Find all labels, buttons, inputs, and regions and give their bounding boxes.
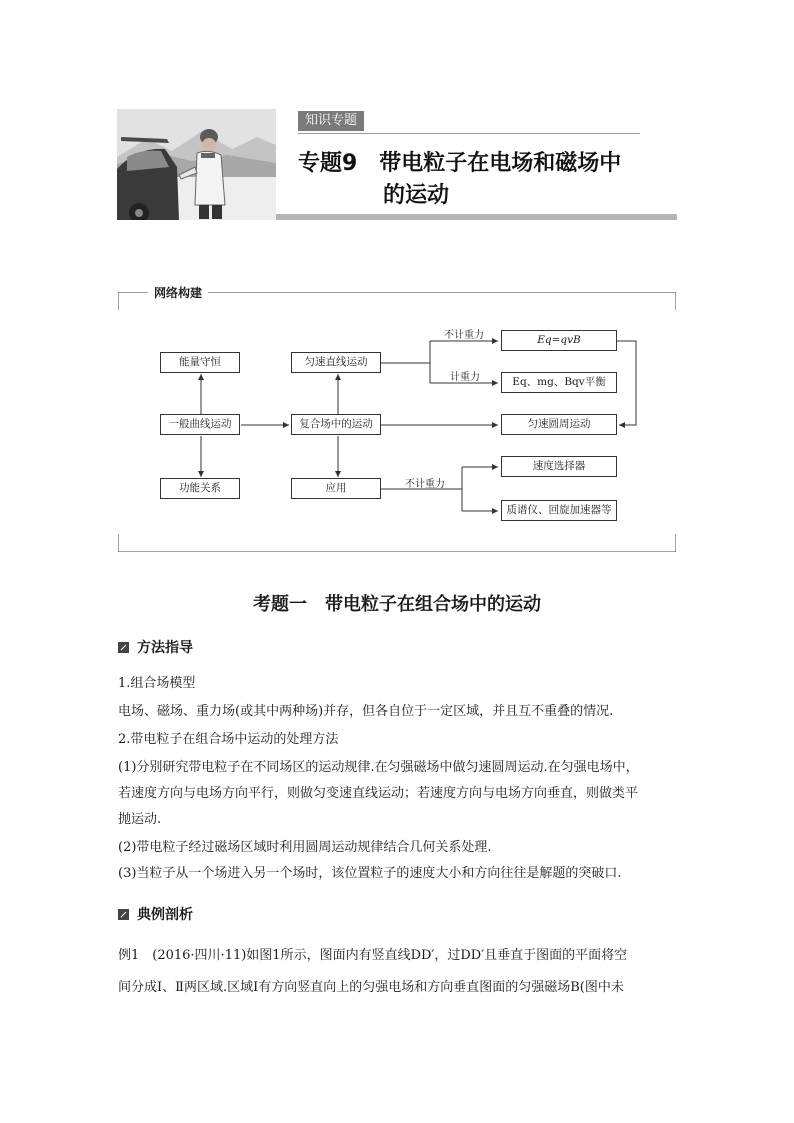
edge-label-with-gravity: 计重力 <box>450 372 480 383</box>
node-general-curve-motion: 一般曲线运动 <box>160 414 240 435</box>
node-velocity-selector: 速度选择器 <box>501 456 617 477</box>
method-line-3: 2.带电粒子在组合场中运动的处理方法 <box>118 732 339 747</box>
page-title: 专题9 带电粒子在电场和磁场中 <box>298 151 622 176</box>
network-label: 网络构建 <box>148 284 208 301</box>
node-mass-spectrometer: 质谱仪、回旋加速器等 <box>501 500 617 521</box>
method-heading <box>118 637 193 657</box>
page-title-continued: 的运动 <box>383 183 450 208</box>
method-line-4: (1)分别研究带电粒子在不同场区的运动规律.在匀强磁场中做匀速圆周运动.在匀强电场中， <box>118 760 639 775</box>
method-line-7: (2)带电粒子经过磁场区域时利用圆周运动规律结合几何关系处理. <box>118 840 492 855</box>
heading-square-icon <box>118 642 129 653</box>
node-uniform-linear-motion: 匀速直线运动 <box>291 352 381 373</box>
edge-label-no-gravity: 不计重力 <box>444 330 484 341</box>
example-heading-text: 典例剖析 <box>137 907 193 923</box>
example-line-1: 例1 (2016·四川·11)如图1所示，图面内有竖直线DD′，过DD′且垂直于图面的平面将空 <box>118 948 628 963</box>
example-heading <box>118 904 193 924</box>
node-application: 应用 <box>291 478 381 499</box>
method-line-2: 电场、磁场、重力场(或其中两种场)并存，但各自位于一定区域，并且互不重叠的情况. <box>118 704 614 719</box>
heading-square-icon <box>118 909 129 920</box>
node-eq-qvb: Eq=qvB <box>501 330 617 351</box>
edge-label-no-gravity-application: 不计重力 <box>405 479 445 490</box>
topic-tag: 知识专题 <box>298 111 364 131</box>
section-title: 考题一 带电粒子在组合场中的运动 <box>253 594 541 615</box>
method-line-1: 1.组合场模型 <box>118 676 196 691</box>
node-composite-field-motion: 复合场中的运动 <box>291 414 381 435</box>
node-work-energy-relation: 功能关系 <box>160 478 240 499</box>
node-uniform-circular-motion: 匀速圆周运动 <box>501 414 617 435</box>
example-line-2: 间分成Ⅰ、Ⅱ两区域.区域Ⅰ有方向竖直向上的匀强电场和方向垂直图面的匀强磁场B(图中未 <box>118 980 624 995</box>
method-heading-text: 方法指导 <box>137 640 193 656</box>
method-line-8: (3)当粒子从一个场进入另一个场时，该位置粒子的速度大小和方向往往是解题的突破口. <box>118 866 622 881</box>
method-line-6: 抛运动. <box>118 812 162 827</box>
node-energy-conservation: 能量守恒 <box>160 352 240 373</box>
method-line-5: 若速度方向与电场方向平行，则做匀变速直线运动；若速度方向与电场方向垂直，则做类平 <box>118 786 639 801</box>
node-force-balance: Eq、mg、Bqv平衡 <box>501 372 617 393</box>
